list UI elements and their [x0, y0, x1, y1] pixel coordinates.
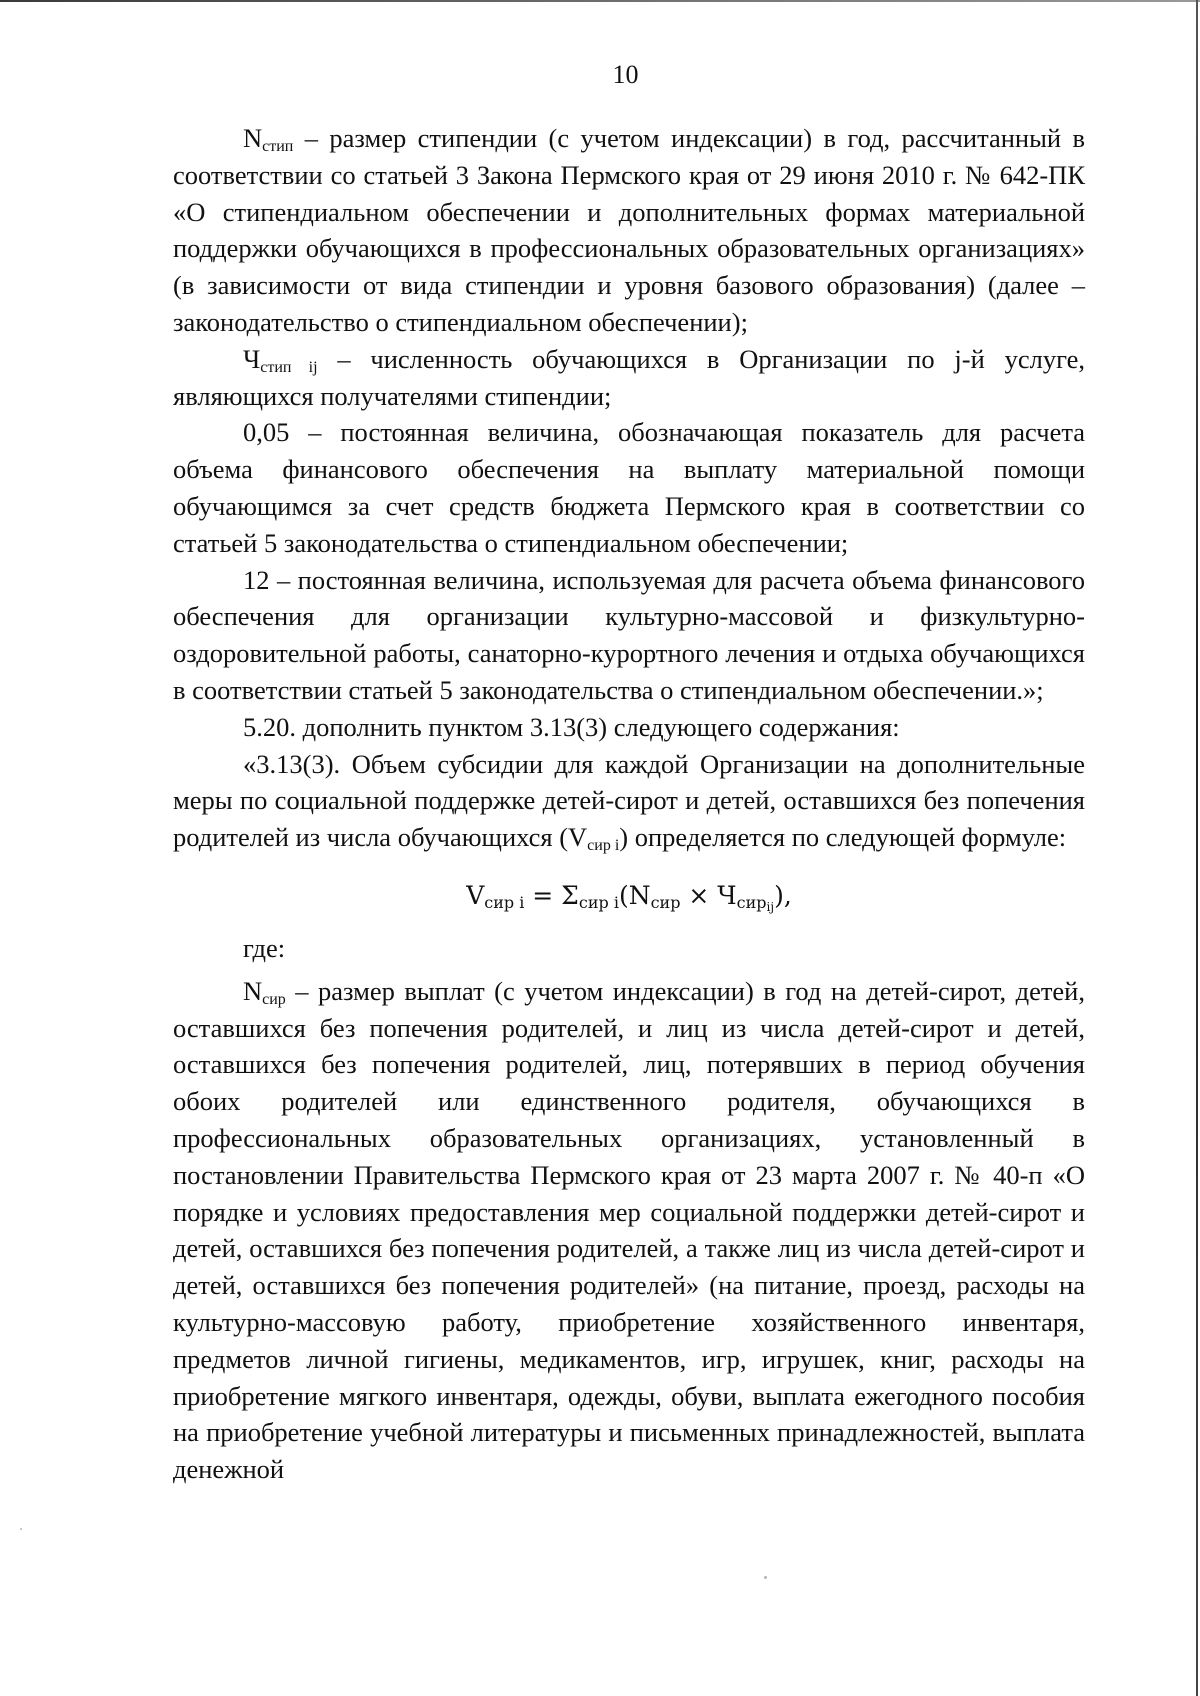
- paragraph-text: – размер выплат (с учетом индексации) в год на детей-сирот, детей, оставшихся без попечения родителей, и лиц из числа детей-сирот и детей, оставшихся без попечения родителей, лиц, потерявших в период обучения обоих родителей или единственного родителя, обучающихся в профессиональных образовательных организациях, установленный в постановлении Правительства Пермского края от 23 марта 2007 г. № 40-п «О порядке и условиях предоставления мер социальной поддержки детей-сирот и детей, оставшихся без попечения родителей, а также лиц из числа детей-сирот и детей, оставшихся без попечения родителей» (на питание, проезд, расходы на культурно-массовую работу, приобретение хозяйственного инвентаря, предметов личной гигиены, медикаментов, игр, игрушек, книг, расходы на приобретение мягкого инвентаря, одежды, обуви, выплата ежегодного пособия на приобретение учебной литературы и письменных принадлежностей, выплата денежной: [173, 975, 1085, 1485]
- scan-speck: [764, 1576, 767, 1579]
- formula-v-sir: $V_{сир i} = \Sigma_{сир i}(N_{сир} \times Ч_{сир_{ij}})$,: [466, 880, 792, 914]
- paragraph-clause-3-13-3: [173, 746, 1085, 856]
- paragraph-constant-005: 0,05 – постоянная величина, обозначающая показатель для расчета объема финансового обеспечения на выплату материальной помощи обучающимся за счет средств бюджета Пермского края в соответствии со статьей 5 законодательства о стипендиальном обеспечении;: [173, 417, 1085, 558]
- paragraph-text: ) определяется по следующей формуле:: [619, 822, 1067, 853]
- paragraph-n-stip: [173, 120, 1085, 341]
- scan-speck: [20, 1528, 22, 1530]
- scan-edge-right: [1196, 0, 1198, 1696]
- paragraph-text: – размер стипендии (с учетом индексации) в год, рассчитанный в соответствии со статьей 3 Закона Пермского края от 29 июня 2010 г. № 642-ПК «О стипендиальном обеспечении и дополнительных формах материальной поддержки обучающихся в профессиональных образовательных организациях» (в зависимости от вида стипендии и уровня базового образования) (далее – законодательство о стипендиальном обеспечении);: [173, 123, 1085, 337]
- paragraph-n-sir: [173, 973, 1085, 1488]
- paragraph-constant-12: 12 – постоянная величина, используемая для расчета объема финансового обеспечения для организации культурно-массовой и физкультурно-оздоровительной работы, санаторно-курортного лечения и отдыха обучающихся в соответствии статьей 5 законодательства о стипендиальном обеспечении.»;: [173, 564, 1085, 705]
- scan-edge-top: [0, 0, 1200, 2]
- paragraph-amendment-5-20: 5.20. дополнить пунктом 3.13(3) следующего содержания:: [243, 711, 900, 742]
- page-number: 10: [612, 60, 639, 89]
- paragraph-text: – численность обучающихся в Организации по j-й услуге, являющихся получателями стипендии;: [173, 343, 1085, 411]
- variable-ch-stip: $Ч_{стип ij}$: [243, 343, 318, 376]
- variable-n-stip: $N_{стип}$: [243, 123, 294, 155]
- where-label: где:: [243, 932, 286, 963]
- paragraph-text: «3.13(3). Объем субсидии для каждой Организации на дополнительные меры по социальной поддержке детей-сирот и детей, оставшихся без попечения родителей из числа обучающихся (V: [173, 748, 1085, 853]
- document-body: [173, 120, 1085, 1488]
- paragraph-ch-stip: [173, 341, 1085, 415]
- subscript-sir-i: сир i: [587, 837, 620, 855]
- variable-n-sir: $N_{сир}$: [243, 975, 286, 1008]
